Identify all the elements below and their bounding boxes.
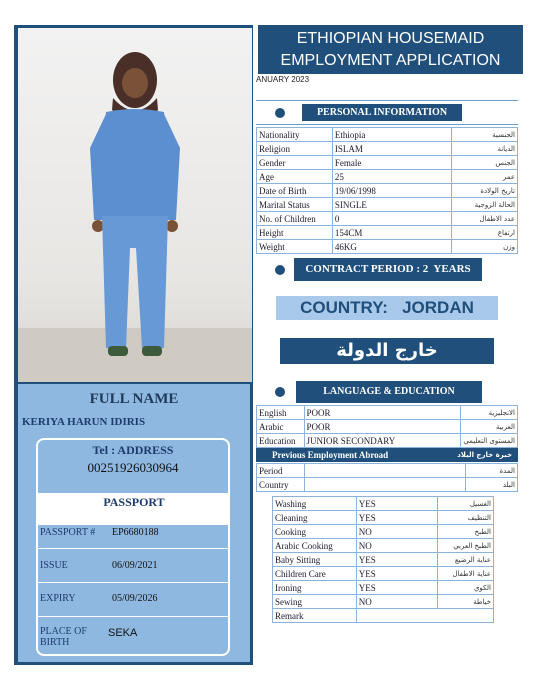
- personal-row: [257, 128, 518, 142]
- skill-row-arabic: الطبخ العربي: [438, 539, 494, 553]
- skill-row-label: Sewing: [273, 595, 357, 609]
- personal-row-value: ISLAM: [332, 142, 451, 156]
- personal-row-label: Age: [257, 170, 333, 184]
- skill-row-value: YES: [356, 581, 437, 595]
- bullet-icon: [275, 387, 285, 397]
- language-row-arabic: العربية: [461, 420, 518, 434]
- passport-number-label: PASSPORT #: [40, 527, 96, 538]
- tel-title: Tel : ADDRESS: [92, 443, 174, 457]
- personal-row-label: No. of Children: [257, 212, 333, 226]
- date: ANUARY 2023: [256, 75, 310, 84]
- personal-row-value: Ethiopia: [332, 128, 451, 142]
- bullet-icon: [275, 265, 285, 275]
- language-row-arabic: المستوى التعليمي: [461, 434, 518, 448]
- skill-row-label: Ironing: [273, 581, 357, 595]
- skill-row: [273, 567, 494, 581]
- personal-row-value: 25: [332, 170, 451, 184]
- expiry-value: 05/09/2026: [112, 593, 158, 604]
- personal-info-heading: PERSONAL INFORMATION: [302, 104, 462, 121]
- personal-row-label: Gender: [257, 156, 333, 170]
- personal-row-arabic: ارتفاع: [452, 226, 518, 240]
- personal-row-value: 0: [332, 212, 451, 226]
- skill-row-label: Arabic Cooking: [273, 539, 357, 553]
- language-row: [257, 434, 518, 448]
- expiry-label: EXPIRY: [40, 593, 76, 604]
- previous-row: [257, 478, 518, 492]
- personal-row-arabic: عدد الاطفال: [452, 212, 518, 226]
- language-row-arabic: الانجليزية: [461, 406, 518, 420]
- skill-row-arabic: عناية الاطفال: [438, 567, 494, 581]
- previous-row-arabic: المدة: [466, 464, 518, 478]
- language-table: [256, 405, 518, 448]
- personal-row-arabic: عمر: [452, 170, 518, 184]
- personal-row-arabic: الجنسية: [452, 128, 518, 142]
- skill-row-value: YES: [356, 553, 437, 567]
- skills-table: [272, 496, 494, 623]
- applicant-photo: [18, 28, 252, 382]
- divider: [38, 616, 230, 617]
- divider: [38, 548, 230, 549]
- personal-row: [257, 170, 518, 184]
- personal-row-label: Religion: [257, 142, 333, 156]
- previous-row-arabic: البلد: [466, 478, 518, 492]
- divider: [256, 124, 518, 125]
- skill-row-arabic: عناية الرضيع: [438, 553, 494, 567]
- skill-row-label: Baby Sitting: [273, 553, 357, 567]
- previous-row-value: [304, 464, 465, 478]
- personal-row: [257, 240, 518, 254]
- previous-row-label: Period: [257, 464, 305, 478]
- page-title: [258, 25, 523, 74]
- personal-row-label: Date of Birth: [257, 184, 333, 198]
- previous-employment-title: Previous Employment Abroad: [272, 450, 389, 460]
- skill-row-label: Washing: [273, 497, 357, 511]
- issue-value: 06/09/2021: [112, 560, 158, 571]
- language-row: [257, 406, 518, 420]
- skill-row-value: YES: [356, 567, 437, 581]
- skill-row-value: NO: [356, 595, 437, 609]
- personal-row: [257, 198, 518, 212]
- previous-employment-table: [256, 463, 518, 492]
- passport-title: PASSPORT: [38, 493, 230, 525]
- personal-row-value: SINGLE: [332, 198, 451, 212]
- contract-value: 2 YEARS: [422, 263, 471, 275]
- skill-row-value: YES: [356, 497, 437, 511]
- personal-row-label: Nationality: [257, 128, 333, 142]
- skill-row: [273, 553, 494, 567]
- fullname-value: KERIYA HARUN IDIRIS: [22, 416, 146, 428]
- place-of-birth-value: SEKA: [108, 627, 138, 639]
- remark-label: Remark: [273, 609, 357, 623]
- skill-row-arabic: التنظيف: [438, 511, 494, 525]
- language-row-label: Education: [257, 434, 305, 448]
- skill-row: [273, 511, 494, 525]
- bullet-icon: [275, 108, 285, 118]
- personal-row-arabic: تاريخ الولادة: [452, 184, 518, 198]
- language-row-value: POOR: [304, 420, 461, 434]
- personal-row: [257, 156, 518, 170]
- skill-row: [273, 497, 494, 511]
- personal-row-value: 19/06/1998: [332, 184, 451, 198]
- skill-row-arabic: خياطة: [438, 595, 494, 609]
- personal-row-arabic: الديانة: [452, 142, 518, 156]
- personal-row: [257, 226, 518, 240]
- personal-row-label: Weight: [257, 240, 333, 254]
- place-of-birth-label-line1: PLACE OF: [40, 626, 87, 637]
- passport-number-value: EP6680188: [112, 527, 159, 538]
- language-row-value: JUNIOR SECONDARY: [304, 434, 461, 448]
- remark-row: [273, 609, 494, 623]
- skill-row-label: Children Care: [273, 567, 357, 581]
- skill-row-value: NO: [356, 525, 437, 539]
- personal-row-arabic: الحالة الزوجية: [452, 198, 518, 212]
- place-of-birth-label-line2: BIRTH: [40, 637, 70, 648]
- previous-employment-heading: [256, 448, 518, 462]
- language-education-heading: LANGUAGE & EDUCATION: [296, 381, 482, 403]
- personal-row-arabic: الجنس: [452, 156, 518, 170]
- personal-row-value: Female: [332, 156, 451, 170]
- personal-row: [257, 184, 518, 198]
- skill-row-arabic: الكوي: [438, 581, 494, 595]
- fullname-title: FULL NAME: [89, 391, 179, 407]
- previous-employment-title-ar: خبرة خارج البلاد: [457, 451, 512, 459]
- contract-period: [294, 258, 482, 281]
- language-row-label: Arabic: [257, 420, 305, 434]
- skill-row-value: YES: [356, 511, 437, 525]
- country-arabic: خارج الدولة: [280, 338, 494, 364]
- personal-info-table: [256, 127, 518, 254]
- language-row: [257, 420, 518, 434]
- skill-row: [273, 539, 494, 553]
- country-box: COUNTRY: JORDAN: [276, 296, 498, 320]
- divider: [256, 100, 518, 101]
- personal-row-value: 46KG: [332, 240, 451, 254]
- divider: [38, 582, 230, 583]
- personal-row-label: Marital Status: [257, 198, 333, 212]
- title-line-2: EMPLOYMENT APPLICATION: [280, 52, 501, 69]
- previous-row-value: [304, 478, 465, 492]
- skill-row-arabic: الغسيل: [438, 497, 494, 511]
- skill-row-label: Cooking: [273, 525, 357, 539]
- language-row-value: POOR: [304, 406, 461, 420]
- title-line-1: ETHIOPIAN HOUSEMAID: [296, 30, 485, 47]
- previous-row-label: Country: [257, 478, 305, 492]
- personal-row-arabic: وزن: [452, 240, 518, 254]
- personal-row: [257, 212, 518, 226]
- language-row-label: English: [257, 406, 305, 420]
- skill-row: [273, 595, 494, 609]
- skill-row-value: NO: [356, 539, 437, 553]
- applicant-figure: [18, 28, 252, 382]
- contract-label: CONTRACT PERIOD :: [305, 263, 421, 275]
- personal-row-value: 154CM: [332, 226, 451, 240]
- previous-row: [257, 464, 518, 478]
- tel-value: 00251926030964: [87, 460, 179, 475]
- skill-row-label: Cleaning: [273, 511, 357, 525]
- skill-row: [273, 525, 494, 539]
- personal-row: [257, 142, 518, 156]
- skill-row: [273, 581, 494, 595]
- issue-label: ISSUE: [40, 560, 68, 571]
- personal-row-label: Height: [257, 226, 333, 240]
- place-of-birth-label: [40, 626, 87, 648]
- skill-row-arabic: الطبخ: [438, 525, 494, 539]
- remark-field[interactable]: [356, 609, 493, 623]
